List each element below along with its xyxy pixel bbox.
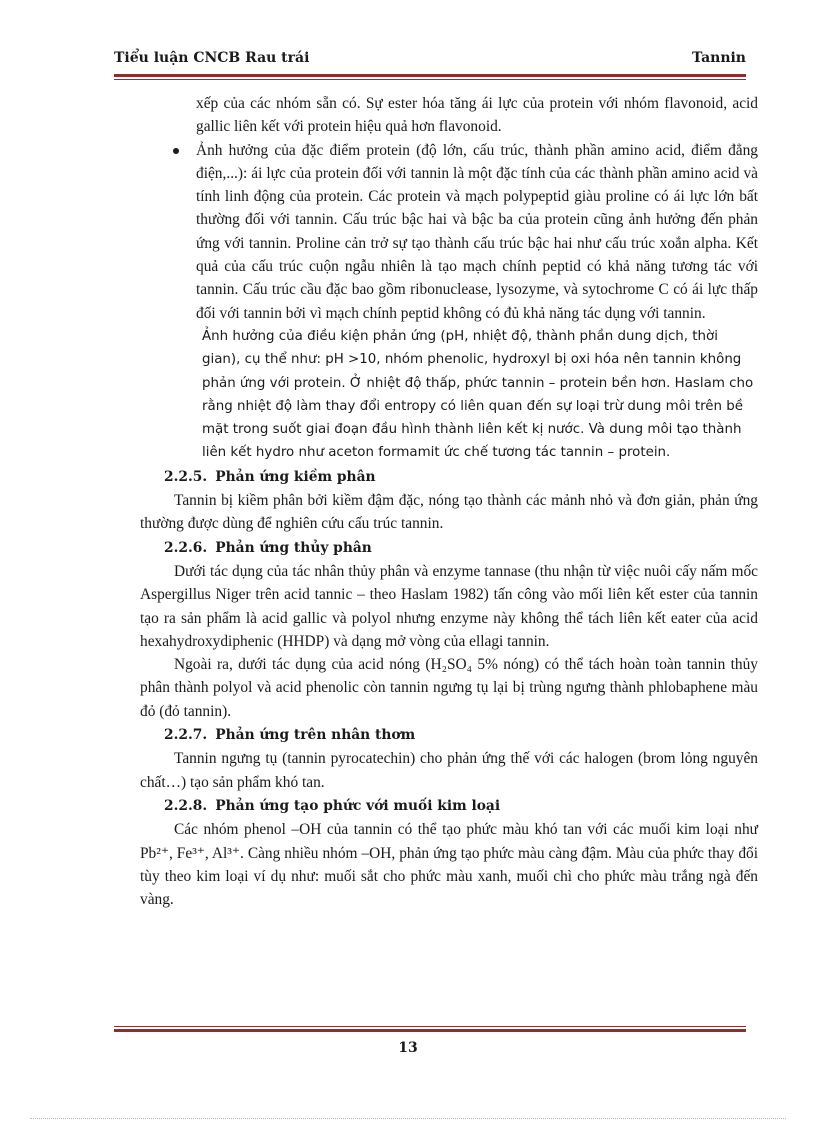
section-heading-2-2-8	[140, 795, 758, 818]
section-paragraph: Các nhóm phenol –OH của tannin có thể tạo phức màu khó tan với các muối kim loại như Pb²⁺, Fe³⁺, Al³⁺. Càng nhiều nhóm –OH, phản ứng tạo phức màu càng đậm. Màu của phức thay đổi tùy theo kim loại ví dụ như: muối sắt cho phức màu xanh, muối chì cho phức màu trắng ngà đến vàng.	[140, 821, 758, 909]
header-rule-thick	[114, 74, 746, 77]
bullet-text: Ảnh hưởng của đặc điểm protein (độ lớn, cấu trúc, thành phần amino acid, điểm đẳng điện,...): ái lực của protein đối với tannin là một đặc tính của các thành phần amino acid và tính linh động của protein. Các protein và mạch polypeptid giàu proline có ái lực lớn bất thường đối với tannin. Cấu trúc bậc hai và bậc ba của protein cũng ảnh hưởng đến phản ứng với tannin. Proline cản trở sự tạo thành cấu trúc bậc hai như cấu trúc xoắn alpha. Kết quả của cấu trúc cuộn ngẫu nhiên là tạo mạch chính peptid có khả năng tương tác với tannin. Cấu trúc cầu đặc bao gồm ribonuclease, lysozyme, và sytochrome C có ái lực thấp đối với tannin bởi vì mạch chính peptid không có đủ khả năng tác dụng với tannin.	[196, 141, 758, 322]
header-rule-thin	[114, 79, 746, 80]
section-title: Phản ứng tạo phức với muối kim loại	[215, 797, 501, 814]
header-topic: Tannin	[691, 50, 746, 66]
section-paragraph: Tannin ngưng tụ (tannin pyrocatechin) cho phản ứng thế với các halogen (brom lỏng nguyên chất…) tạo sản phẩm khó tan.	[140, 750, 758, 791]
section-paragraph: Dưới tác dụng của tác nhân thủy phân và enzyme tannase (thu nhận từ việc nuôi cấy nấm mốc Aspergillus Niger trên acid tannic – theo Haslam 1982) tấn công vào mối liên kết ester của tannin tạo ra sản phẩm là acid gallic và polyol nhưng enzyme này không thể tách liên kết eater của acid hexahydroxydiphenic (HHDP) và dạng mở vòng của ellagi tannin.	[140, 562, 758, 650]
section-title: Phản ứng trên nhân thơm	[215, 727, 416, 744]
page-break-divider	[30, 1118, 786, 1119]
section-number: 2.2.6.	[164, 539, 208, 556]
paragraph-continuation: xếp của các nhóm sẵn có. Sự ester hóa tăng ái lực của protein với nhóm flavonoid, acid gallic liên kết với protein hiệu quả hơn flavonoid.	[196, 95, 758, 136]
reaction-conditions-paragraph: Ảnh hưởng của điều kiện phản ứng (pH, nhiệt độ, thành phần dung dịch, thời gian), cụ thể như: pH >10, nhóm phenolic, hydroxyl bị oxi hóa nên tannin không phản ứng với protein. Ở nhiệt độ thấp, phức tannin – protein bền hơn. Haslam cho rằng nhiệt độ làm thay đổi entropy có liên quan đến sự loại trừ dung môi trên bề mặt trong suốt giai đoạn đầu hình thành liên kết kị nước. Và dung môi tạo thành liên kết hydro như aceton formamit ức chế tương tác tannin – protein.	[202, 328, 754, 461]
footer-rule-thick	[114, 1029, 746, 1032]
bullet-item	[140, 139, 758, 325]
section-title: Phản ứng kiềm phân	[215, 468, 376, 485]
section-paragraph: Ngoài ra, dưới tác dụng của acid nóng (H₂SO₄ 5% nóng) có thể tách hoàn toàn tannin thủy phân thành polyol và acid phenolic còn tannin ngưng tụ lại bị trùng ngưng thành phlobaphene màu đỏ (đỏ tannin).	[140, 656, 758, 720]
section-number: 2.2.8.	[164, 797, 208, 814]
footer-rule-thin	[114, 1026, 746, 1027]
section-title: Phản ứng thủy phân	[215, 539, 372, 556]
section-number: 2.2.7.	[164, 727, 208, 744]
section-heading-2-2-5	[140, 466, 758, 489]
bullet-dot-icon	[173, 148, 179, 154]
page-body	[140, 92, 758, 911]
page-number: 13	[398, 1040, 418, 1056]
section-number: 2.2.5.	[164, 468, 208, 485]
section-paragraph: Tannin bị kiềm phân bởi kiềm đậm đặc, nóng tạo thành các mảnh nhỏ và đơn giản, phản ứng thường được dùng để nghiên cứu cấu trúc tannin.	[140, 492, 758, 533]
header-title: Tiểu luận CNCB Rau trái	[114, 50, 310, 66]
page-header	[114, 50, 746, 72]
section-heading-2-2-6	[140, 537, 758, 560]
section-heading-2-2-7	[140, 724, 758, 747]
